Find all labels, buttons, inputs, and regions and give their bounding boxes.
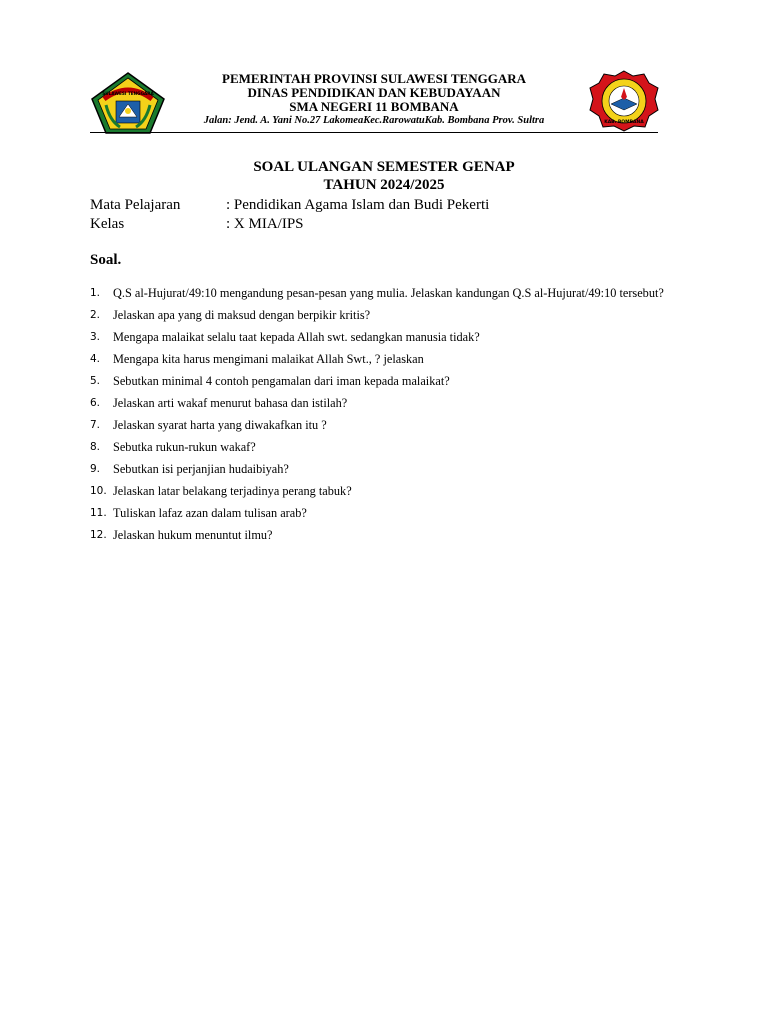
question-item (90, 370, 678, 392)
question-number: 6. (90, 397, 101, 409)
subject-row (90, 196, 489, 215)
subject-value: : Pendidikan Agama Islam dan Budi Pekerti (226, 197, 490, 213)
question-number: 8. (90, 441, 101, 453)
question-number: 5. (90, 375, 101, 387)
class-value: : X MIA/IPS (226, 216, 304, 232)
question-item (90, 282, 678, 304)
exam-title (0, 158, 768, 194)
question-text: Jelaskan hukum menuntut ilmu? (113, 528, 273, 542)
question-text: Jelaskan syarat harta yang diwakafkan itu ? (113, 418, 327, 432)
question-number: 4. (90, 353, 101, 365)
school-emblem-logo (589, 70, 665, 134)
question-item (90, 480, 678, 502)
question-text: Q.S al-Hujurat/49:10 mengandung pesan-pesan yang mulia. Jelaskan kandungan Q.S al-Hujurat/49:10 tersebut? (113, 286, 664, 300)
class-row (90, 215, 489, 234)
question-item (90, 326, 678, 348)
question-text: Sebutkan isi perjanjian hudaibiyah? (113, 462, 289, 476)
letterhead-government: PEMERINTAH PROVINSI SULAWESI TENGGARA (222, 71, 526, 86)
question-text: Mengapa kita harus mengimani malaikat Allah Swt., ? jelaskan (113, 352, 424, 366)
question-text: Jelaskan latar belakang terjadinya perang tabuk? (113, 484, 352, 498)
exam-title-year: TAHUN 2024/2025 (323, 177, 445, 193)
letterhead-address: Jalan: Jend. A. Yani No.27 LakomeaKec.RarowatuKab. Bombana Prov. Sultra (203, 115, 545, 126)
subject-label: Mata Pelajaran (90, 197, 181, 213)
question-number: 10. (90, 485, 107, 497)
letterhead-department: DINAS PENDIDIKAN DAN KEBUDAYAAN (247, 85, 501, 100)
question-item (90, 436, 678, 458)
school-emblem-icon (589, 70, 659, 132)
question-text: Jelaskan arti wakaf menurut bahasa dan istilah? (113, 396, 348, 410)
question-item (90, 392, 678, 414)
exam-info (90, 196, 489, 234)
right-logo-text: KAB. BOMBANA (604, 120, 644, 125)
exam-title-line1: SOAL ULANGAN SEMESTER GENAP (253, 159, 515, 175)
question-number: 9. (90, 463, 101, 475)
letterhead-school: SMA NEGERI 11 BOMBANA (289, 99, 459, 114)
question-text: Sebutkan minimal 4 contoh pengamalan dari iman kepada malaikat? (113, 374, 450, 388)
question-number: 12. (90, 529, 107, 541)
question-number: 2. (90, 309, 101, 321)
question-text: Jelaskan apa yang di maksud dengan berpikir kritis? (113, 308, 371, 322)
question-item (90, 348, 678, 370)
question-item (90, 414, 678, 436)
question-number: 1. (90, 287, 101, 299)
questions-heading: Soal. (90, 252, 122, 268)
question-text: Mengapa malaikat selalu taat kepada Allah swt. sedangkan manusia tidak? (113, 330, 480, 344)
question-item (90, 524, 678, 546)
question-text: Tuliskan lafaz azan dalam tulisan arab? (113, 506, 307, 520)
left-logo-text: SULAWESI TENGGARA (102, 91, 154, 96)
question-text: Sebutka rukun-rukun wakaf? (113, 440, 256, 454)
question-number: 7. (90, 419, 101, 431)
letterhead-text (150, 72, 598, 128)
question-item (90, 502, 678, 524)
question-item (90, 304, 678, 326)
letterhead (90, 68, 658, 134)
letterhead-divider (90, 132, 658, 133)
question-item (90, 458, 678, 480)
class-label: Kelas (90, 216, 125, 232)
question-list (90, 282, 678, 546)
question-number: 3. (90, 331, 101, 343)
question-number: 11. (90, 507, 107, 519)
